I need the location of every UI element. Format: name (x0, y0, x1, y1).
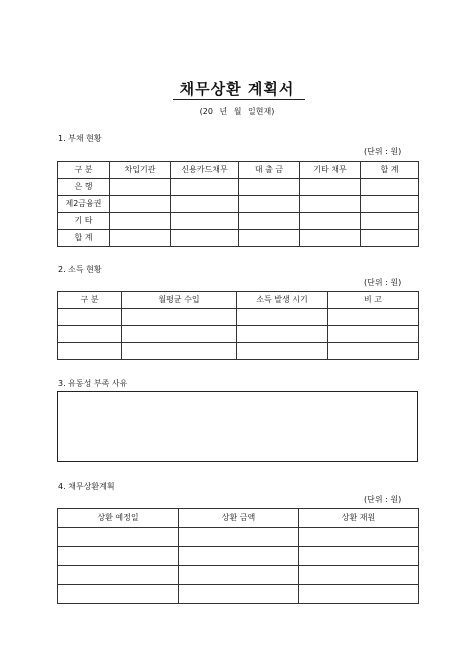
debt-row-total: 합 계 (58, 230, 110, 247)
table-cell[interactable] (300, 213, 361, 230)
table-cell[interactable] (237, 309, 328, 326)
table-row (58, 547, 419, 566)
table-cell[interactable] (171, 230, 239, 247)
table-cell[interactable] (179, 528, 299, 547)
debt-row-bank: 은 행 (58, 179, 110, 196)
table-cell[interactable] (58, 326, 122, 343)
table-cell[interactable] (299, 547, 419, 566)
debt-header-category: 구 분 (58, 162, 110, 179)
table-cell[interactable] (58, 309, 122, 326)
income-header-remarks: 비 고 (328, 292, 419, 309)
debt-header-other: 기타 채무 (300, 162, 361, 179)
table-cell[interactable] (58, 585, 179, 604)
liquidity-reason-box[interactable] (57, 391, 418, 462)
table-cell[interactable] (171, 179, 239, 196)
document-title: 채무상환 계획서 (179, 80, 295, 98)
table-cell[interactable] (179, 566, 299, 585)
table-cell[interactable] (179, 547, 299, 566)
table-row (58, 566, 419, 585)
income-header-monthly: 월평균 수입 (122, 292, 237, 309)
table-cell[interactable] (58, 343, 122, 360)
table-row (58, 213, 419, 230)
table-cell[interactable] (239, 196, 300, 213)
as-of-date: (20 년 월 일현재) (199, 107, 275, 116)
table-cell[interactable] (110, 230, 171, 247)
table-cell[interactable] (361, 196, 419, 213)
income-table (57, 291, 419, 360)
table-cell[interactable] (239, 213, 300, 230)
table-cell[interactable] (328, 326, 419, 343)
table-cell[interactable] (110, 213, 171, 230)
repayment-header-date: 상환 예정일 (58, 509, 179, 528)
section-liquidity-label: 3. 유동성 부족 사유 (58, 379, 128, 388)
debt-header-lender: 차입기관 (110, 162, 171, 179)
income-header-category: 구 분 (58, 292, 122, 309)
title-underline (173, 99, 305, 100)
table-cell[interactable] (300, 179, 361, 196)
table-cell[interactable] (239, 230, 300, 247)
table-cell[interactable] (179, 585, 299, 604)
table-row (58, 326, 419, 343)
table-cell[interactable] (361, 213, 419, 230)
table-row (58, 309, 419, 326)
table-row (58, 196, 419, 213)
income-header-period: 소득 발생 시기 (237, 292, 328, 309)
section-repayment-unit: (단위 : 원) (364, 495, 402, 504)
repayment-table (57, 508, 419, 604)
table-row (58, 230, 419, 247)
repayment-header-source: 상환 재원 (299, 509, 419, 528)
debt-row-secondary: 제2금융권 (58, 196, 110, 213)
debt-header-row (58, 162, 419, 179)
debt-header-loan: 대 출 금 (239, 162, 300, 179)
section-debt-label: 1. 부채 현황 (58, 134, 102, 143)
repayment-header-row (58, 509, 419, 528)
section-repayment-label: 4. 채무상환계획 (58, 482, 115, 491)
table-cell[interactable] (361, 179, 419, 196)
income-header-row (58, 292, 419, 309)
debt-header-credit-card: 신용카드채무 (171, 162, 239, 179)
table-cell[interactable] (239, 179, 300, 196)
table-cell[interactable] (58, 566, 179, 585)
table-cell[interactable] (58, 547, 179, 566)
table-cell[interactable] (300, 230, 361, 247)
section-debt-unit: (단위 : 원) (364, 147, 402, 156)
section-income-unit: (단위 : 원) (364, 278, 402, 287)
table-cell[interactable] (110, 179, 171, 196)
table-cell[interactable] (237, 343, 328, 360)
table-cell[interactable] (328, 343, 419, 360)
table-cell[interactable] (361, 230, 419, 247)
table-cell[interactable] (299, 528, 419, 547)
debt-table (57, 161, 419, 247)
table-cell[interactable] (328, 309, 419, 326)
table-cell[interactable] (171, 213, 239, 230)
table-cell[interactable] (110, 196, 171, 213)
table-cell[interactable] (171, 196, 239, 213)
table-row (58, 343, 419, 360)
table-cell[interactable] (122, 326, 237, 343)
table-cell[interactable] (122, 343, 237, 360)
table-row (58, 585, 419, 604)
table-cell[interactable] (237, 326, 328, 343)
table-row (58, 528, 419, 547)
table-cell[interactable] (58, 528, 179, 547)
debt-row-other: 기 타 (58, 213, 110, 230)
table-row (58, 179, 419, 196)
table-cell[interactable] (122, 309, 237, 326)
table-cell[interactable] (299, 585, 419, 604)
table-cell[interactable] (299, 566, 419, 585)
debt-header-total: 합 계 (361, 162, 419, 179)
section-income-label: 2. 소득 현황 (58, 265, 102, 274)
repayment-header-amount: 상환 금액 (179, 509, 299, 528)
table-cell[interactable] (300, 196, 361, 213)
